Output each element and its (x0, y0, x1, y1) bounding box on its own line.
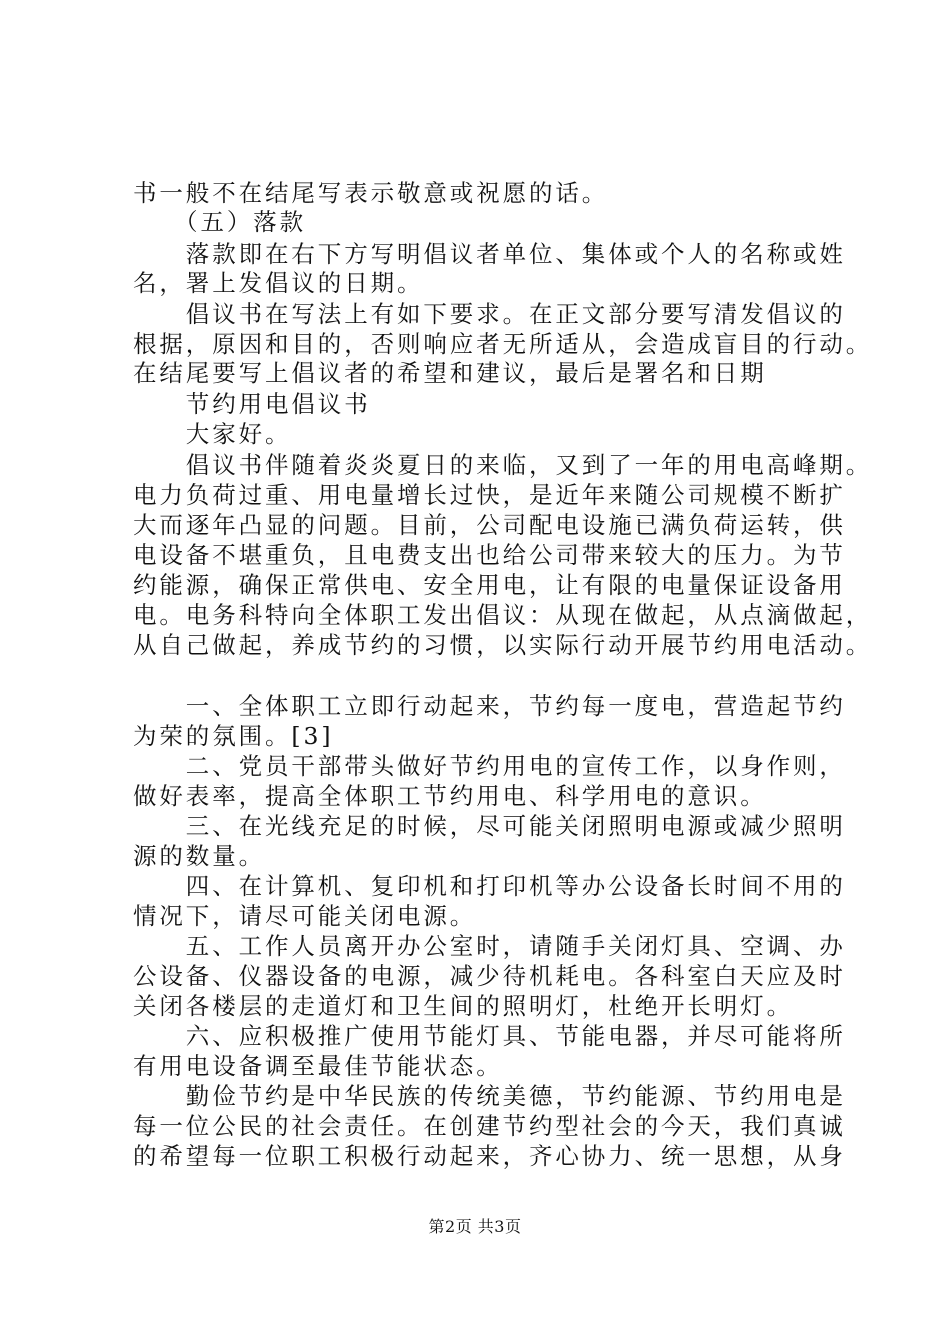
text-line: 每一位公民的社会责任。在创建节约型社会的今天，我们真诚 (133, 1112, 846, 1140)
text-line: 大而逐年凸显的问题。目前，公司配电设施已满负荷运转，供 (133, 511, 846, 539)
text-line: 勤俭节约是中华民族的传统美德，节约能源、节约用电是 (133, 1082, 846, 1110)
list-item-line: 关闭各楼层的走道灯和卫生间的照明灯，杜绝开长明灯。 (133, 992, 793, 1020)
text-line: 倡议书伴随着炎炎夏日的来临，又到了一年的用电高峰期。 (133, 451, 873, 479)
list-item-line: 五、工作人员离开办公室时，请随手关闭灯具、空调、办 (133, 932, 846, 960)
list-item-line: 二、党员干部带头做好节约用电的宣传工作，以身作则， (133, 752, 846, 780)
text-line: 的希望每一位职工积极行动起来，齐心协力、统一思想，从身 (133, 1142, 846, 1170)
list-item-line: 源的数量。 (133, 842, 265, 870)
list-item-line: 为荣的氛围。[3] (133, 722, 334, 750)
list-item-line: 公设备、仪器设备的电源，减少待机耗电。各科室白天应及时 (133, 962, 846, 990)
text-line: 电设备不堪重负，且电费支出也给公司带来较大的压力。为节 (133, 541, 846, 569)
document-title: 节约用电倡议书 (133, 390, 371, 418)
text-line: 根据，原因和目的，否则响应者无所适从，会造成盲目的行动。 (133, 330, 873, 358)
list-item-line: 有用电设备调至最佳节能状态。 (133, 1052, 503, 1080)
text-line: 电力负荷过重、用电量增长过快，是近年来随公司规模不断扩 (133, 481, 846, 509)
text-line: 电。电务科特向全体职工发出倡议：从现在做起，从点滴做起， (133, 601, 873, 629)
list-item-line: 四、在计算机、复印机和打印机等办公设备长时间不用的 (133, 872, 846, 900)
list-item-line: 情况下，请尽可能关闭电源。 (133, 902, 477, 930)
page-number-footer: 第2页 共3页 (428, 1217, 522, 1236)
list-item-line: 做好表率，提高全体职工节约用电、科学用电的意识。 (133, 782, 767, 810)
text-line: 在结尾要写上倡议者的希望和建议，最后是署名和日期 (133, 359, 767, 387)
text-line: 约能源，确保正常供电、安全用电，让有限的电量保证设备用 (133, 571, 846, 599)
list-item-line: 六、应积极推广使用节能灯具、节能电器，并尽可能将所 (133, 1022, 846, 1050)
text-line: 从自己做起，养成节约的习惯，以实际行动开展节约用电活动。 (133, 631, 873, 659)
text-line: 名，署上发倡议的日期。 (133, 269, 424, 297)
text-line: 书一般不在结尾写表示敬意或祝愿的话。 (133, 179, 609, 207)
greeting: 大家好。 (133, 420, 292, 448)
section-heading: （五）落款 (133, 208, 307, 236)
list-item-line: 一、全体职工立即行动起来，节约每一度电，营造起节约 (133, 692, 846, 720)
text-line: 落款即在右下方写明倡议者单位、集体或个人的名称或姓 (133, 240, 846, 268)
list-item-line: 三、在光线充足的时候，尽可能关闭照明电源或减少照明 (133, 812, 846, 840)
text-line: 倡议书在写法上有如下要求。在正文部分要写清发倡议的 (133, 300, 846, 328)
